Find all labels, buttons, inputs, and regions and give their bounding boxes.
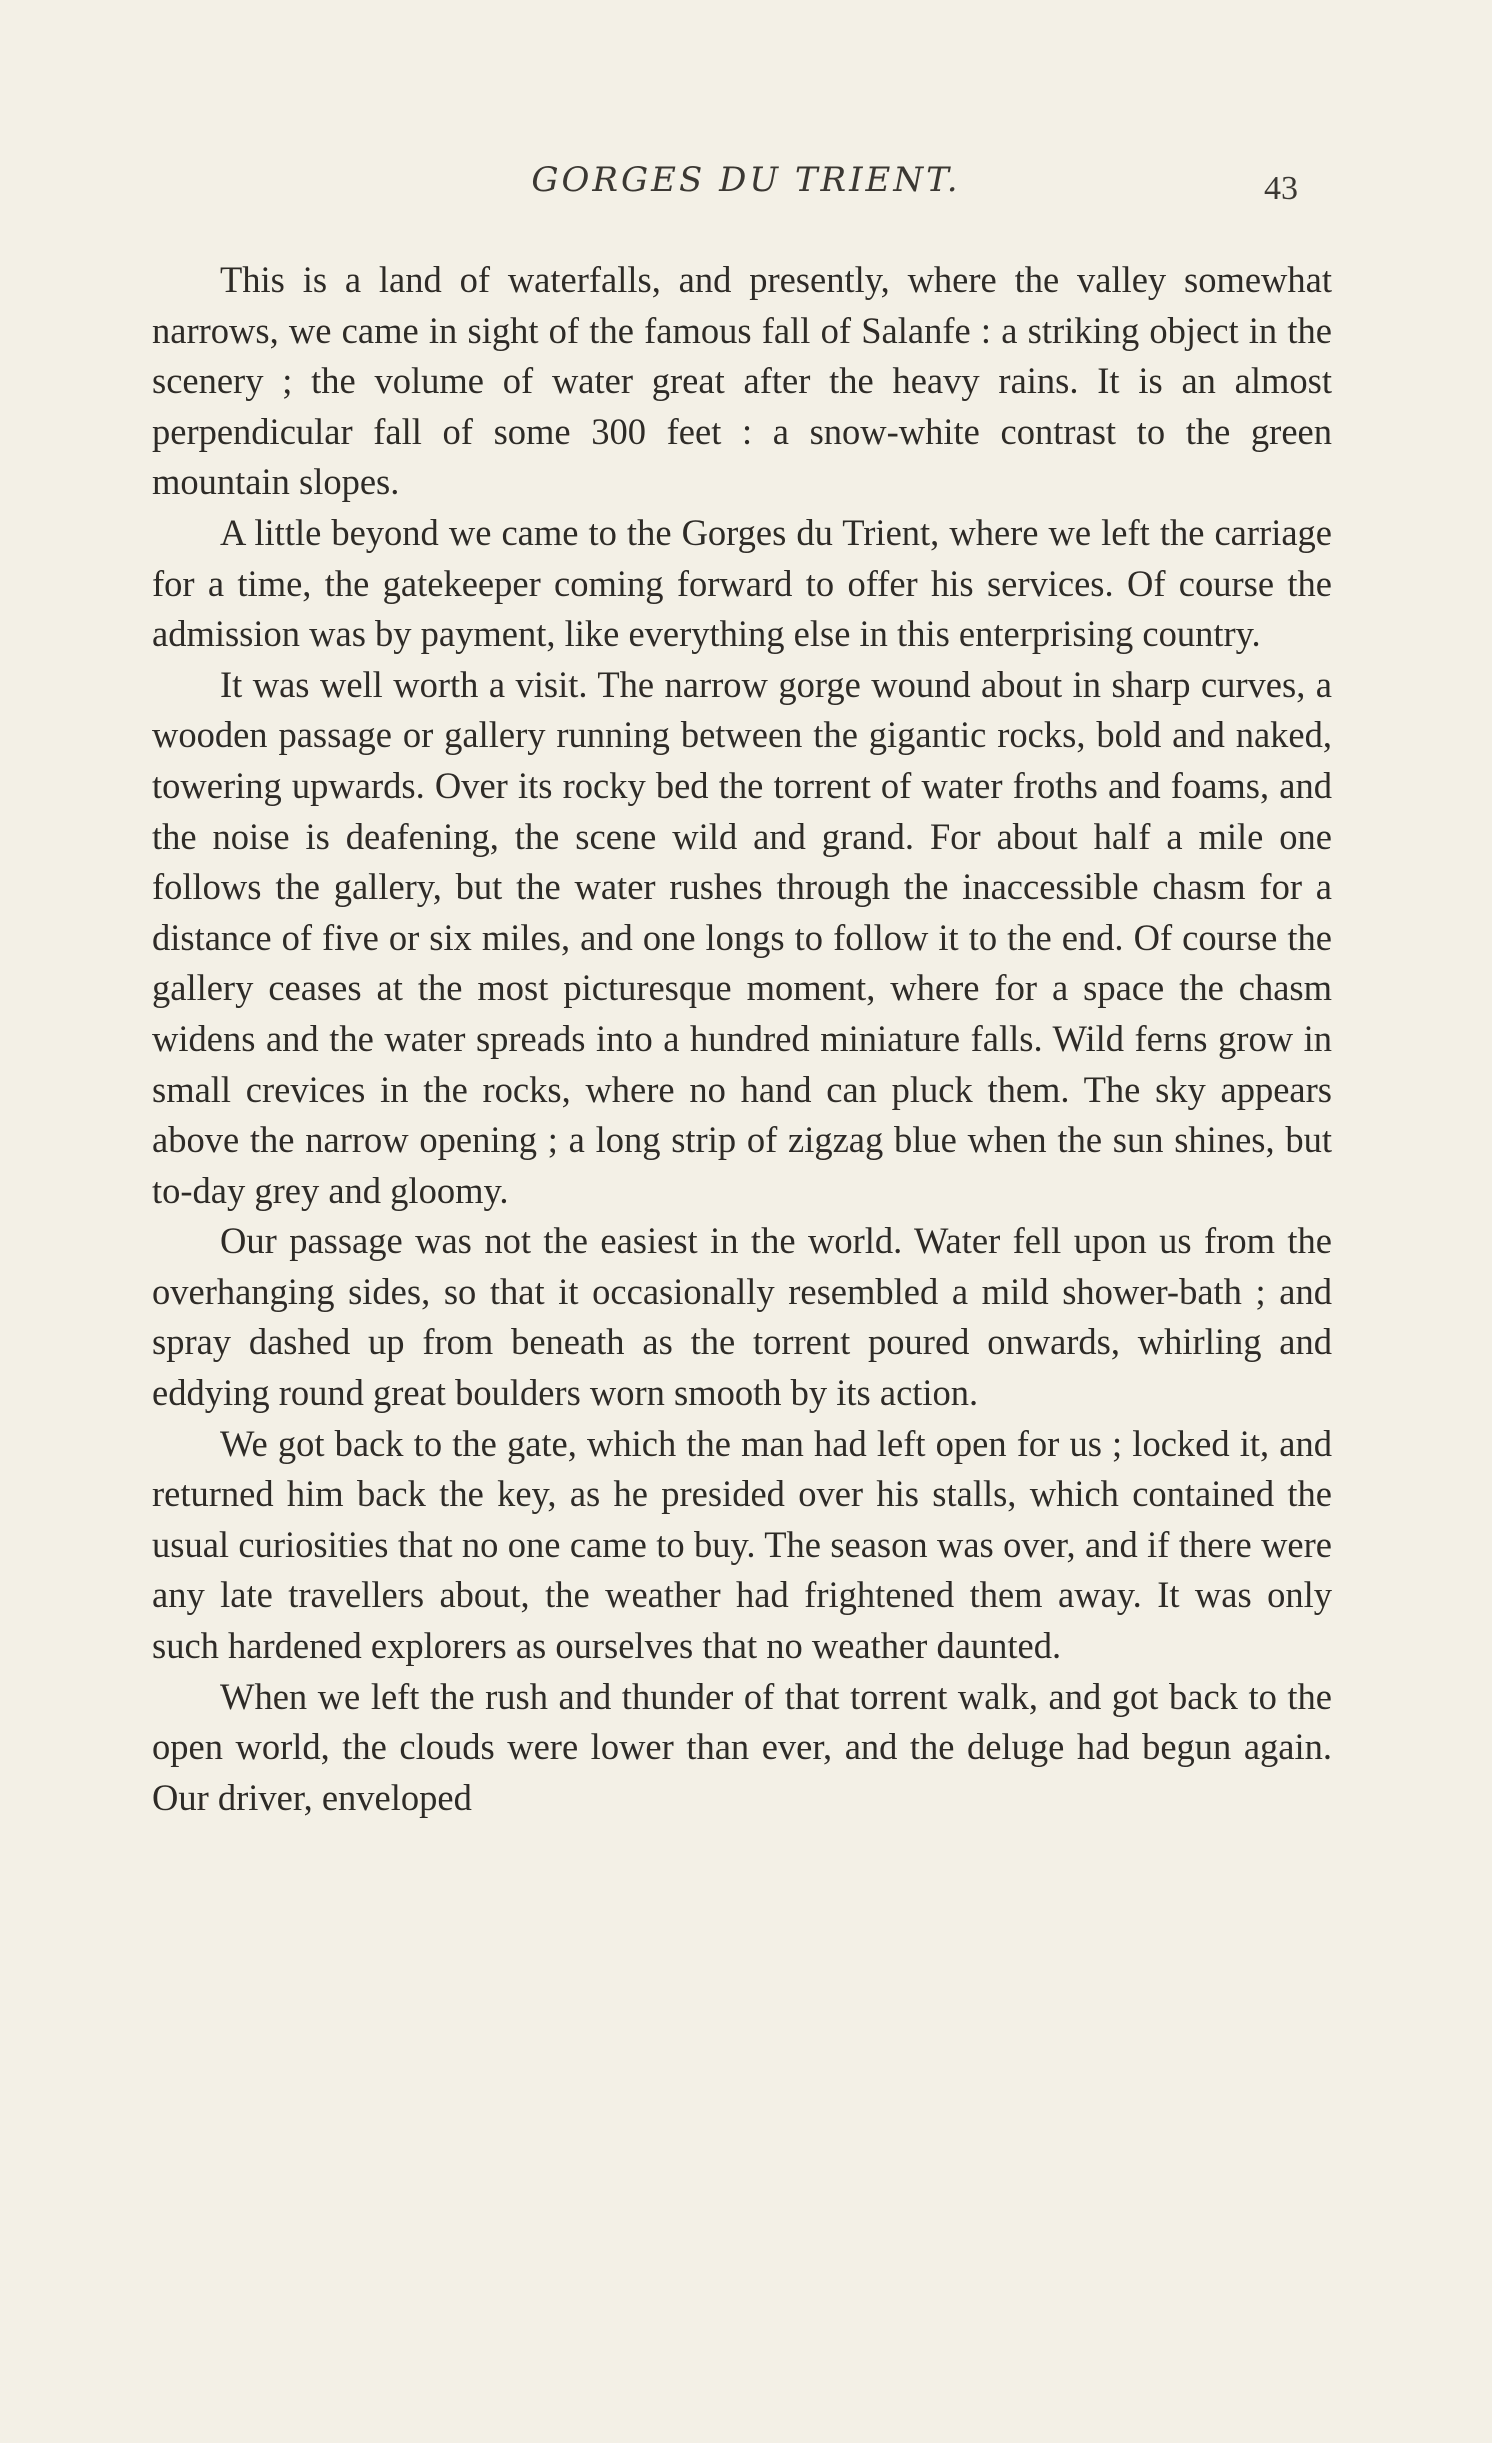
paragraph: Our passage was not the easiest in the world. Water fell upon us from the overhanging sides, so that it occasionally resembled a mild shower-bath ; and spray dashed up from beneath as the torrent poured onwards, whirling and eddying round great boulders worn smooth by its action. bbox=[152, 1220, 1332, 1414]
running-title: GORGES DU TRIENT. bbox=[531, 160, 961, 200]
paragraph: This is a land of waterfalls, and presently, where the valley somewhat narrows, we came in sight of the famous fall of Salanfe : a striking object in the scenery ; the volume of water great after the heavy rains. It is an almost perpendicular fall of some 300 feet : a snow-white contrast to the green mountain slopes. bbox=[152, 259, 1332, 503]
running-header bbox=[0, 160, 1492, 220]
paragraph: It was well worth a visit. The narrow gorge wound about in sharp curves, a wooden passage or gallery running between the gigantic rocks, bold and naked, towering upwards. Over its rocky bed the torrent of water froths and foams, and the noise is deafening, the scene wild and grand. For about half a mile one follows the gallery, but the water rushes through the inaccessible chasm for a distance of five or six miles, and one longs to follow it to the end. Of course the gallery ceases at the most picturesque moment, where for a space the chasm widens and the water spreads into a hundred miniature falls. Wild ferns grow in small crevices in the rocks, where no hand can pluck them. The sky appears above the narrow opening ; a long strip of zigzag blue when the sun shines, but to-day grey and gloomy. bbox=[152, 663, 1332, 1211]
paragraph: When we left the rush and thunder of that torrent walk, and got back to the open world, the clouds were lower than ever, and the deluge had begun again. Our driver, enveloped bbox=[152, 1675, 1332, 1818]
paragraph: We got back to the gate, which the man had left open for us ; locked it, and returned him back the key, as he presided over his stalls, which contained the usual curiosities that no one came to buy. The season was over, and if there were any late travellers about, the weather had frightened them away. It was only such hardened explorers as ourselves that no weather daunted. bbox=[152, 1422, 1332, 1667]
page-number: 43 bbox=[1264, 170, 1298, 207]
body-text bbox=[152, 255, 1332, 1823]
paragraph: A little beyond we came to the Gorges du Trient, where we left the carriage for a time, the gatekeeper coming forward to offer his services. Of course the admission was by payment, like everything else in this enterprising country. bbox=[152, 511, 1332, 655]
